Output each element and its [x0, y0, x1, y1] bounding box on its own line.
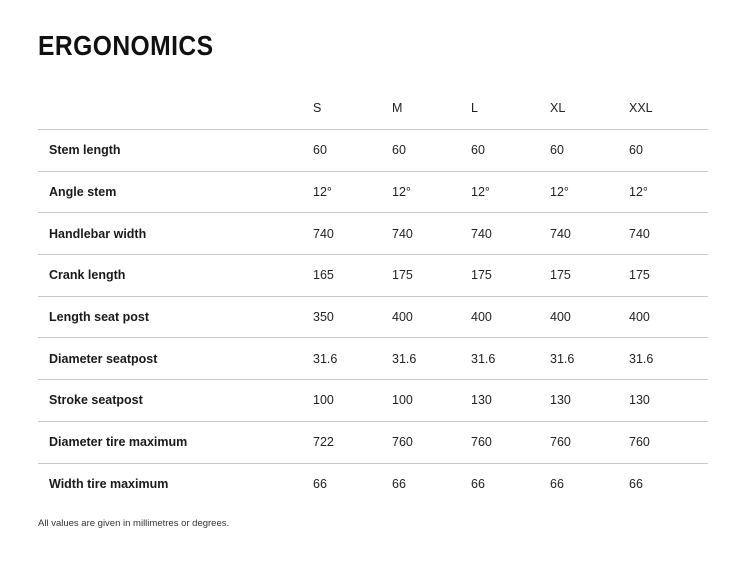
cell-value: 130 [550, 380, 629, 422]
cell-value: 60 [550, 130, 629, 172]
row-label: Stroke seatpost [38, 380, 313, 422]
cell-value: 66 [550, 463, 629, 505]
cell-value: 740 [471, 213, 550, 255]
cell-value: 175 [471, 255, 550, 297]
cell-value: 740 [629, 213, 708, 255]
cell-value: 760 [392, 421, 471, 463]
cell-value: 760 [550, 421, 629, 463]
size-header-xl: XL [550, 101, 566, 115]
cell-value: 130 [471, 380, 550, 422]
ergonomics-table [38, 87, 708, 505]
row-label: Crank length [38, 255, 313, 297]
cell-value: 12° [550, 171, 629, 213]
cell-value: 175 [629, 255, 708, 297]
row-label: Length seat post [38, 296, 313, 338]
cell-value: 60 [471, 130, 550, 172]
cell-value: 66 [313, 463, 392, 505]
cell-value: 60 [629, 130, 708, 172]
cell-value: 60 [392, 130, 471, 172]
cell-value: 31.6 [629, 338, 708, 380]
cell-value: 400 [550, 296, 629, 338]
table-row [38, 338, 708, 380]
cell-value: 130 [629, 380, 708, 422]
page-title: ERGONOMICS [38, 30, 214, 61]
cell-value: 31.6 [471, 338, 550, 380]
size-header-m: M [392, 101, 403, 115]
size-header-row [38, 87, 708, 130]
header-corner [38, 87, 313, 130]
table-row [38, 380, 708, 422]
row-label: Handlebar width [38, 213, 313, 255]
table-row [38, 130, 708, 172]
cell-value: 740 [550, 213, 629, 255]
cell-value: 760 [471, 421, 550, 463]
cell-value: 12° [629, 171, 708, 213]
table-row [38, 255, 708, 297]
cell-value: 400 [629, 296, 708, 338]
size-header-s: S [313, 101, 322, 115]
table-row [38, 463, 708, 505]
table-row [38, 421, 708, 463]
size-header-xxl: XXL [629, 101, 653, 115]
cell-value: 31.6 [313, 338, 392, 380]
cell-value: 66 [471, 463, 550, 505]
table-row [38, 171, 708, 213]
size-header-l: L [471, 101, 478, 115]
cell-value: 740 [313, 213, 392, 255]
cell-value: 165 [313, 255, 392, 297]
cell-value: 400 [392, 296, 471, 338]
cell-value: 31.6 [550, 338, 629, 380]
cell-value: 350 [313, 296, 392, 338]
row-label: Width tire maximum [38, 463, 313, 505]
cell-value: 60 [313, 130, 392, 172]
cell-value: 760 [629, 421, 708, 463]
cell-value: 175 [550, 255, 629, 297]
row-label: Stem length [38, 130, 313, 172]
row-label: Diameter tire maximum [38, 421, 313, 463]
cell-value: 31.6 [392, 338, 471, 380]
cell-value: 722 [313, 421, 392, 463]
cell-value: 66 [629, 463, 708, 505]
table-row [38, 213, 708, 255]
units-footnote: All values are given in millimetres or degrees. [38, 518, 230, 529]
row-label: Angle stem [38, 171, 313, 213]
cell-value: 740 [392, 213, 471, 255]
row-label: Diameter seatpost [38, 338, 313, 380]
cell-value: 66 [392, 463, 471, 505]
cell-value: 175 [392, 255, 471, 297]
table-row [38, 296, 708, 338]
cell-value: 12° [392, 171, 471, 213]
cell-value: 12° [313, 171, 392, 213]
cell-value: 100 [392, 380, 471, 422]
cell-value: 400 [471, 296, 550, 338]
cell-value: 12° [471, 171, 550, 213]
cell-value: 100 [313, 380, 392, 422]
